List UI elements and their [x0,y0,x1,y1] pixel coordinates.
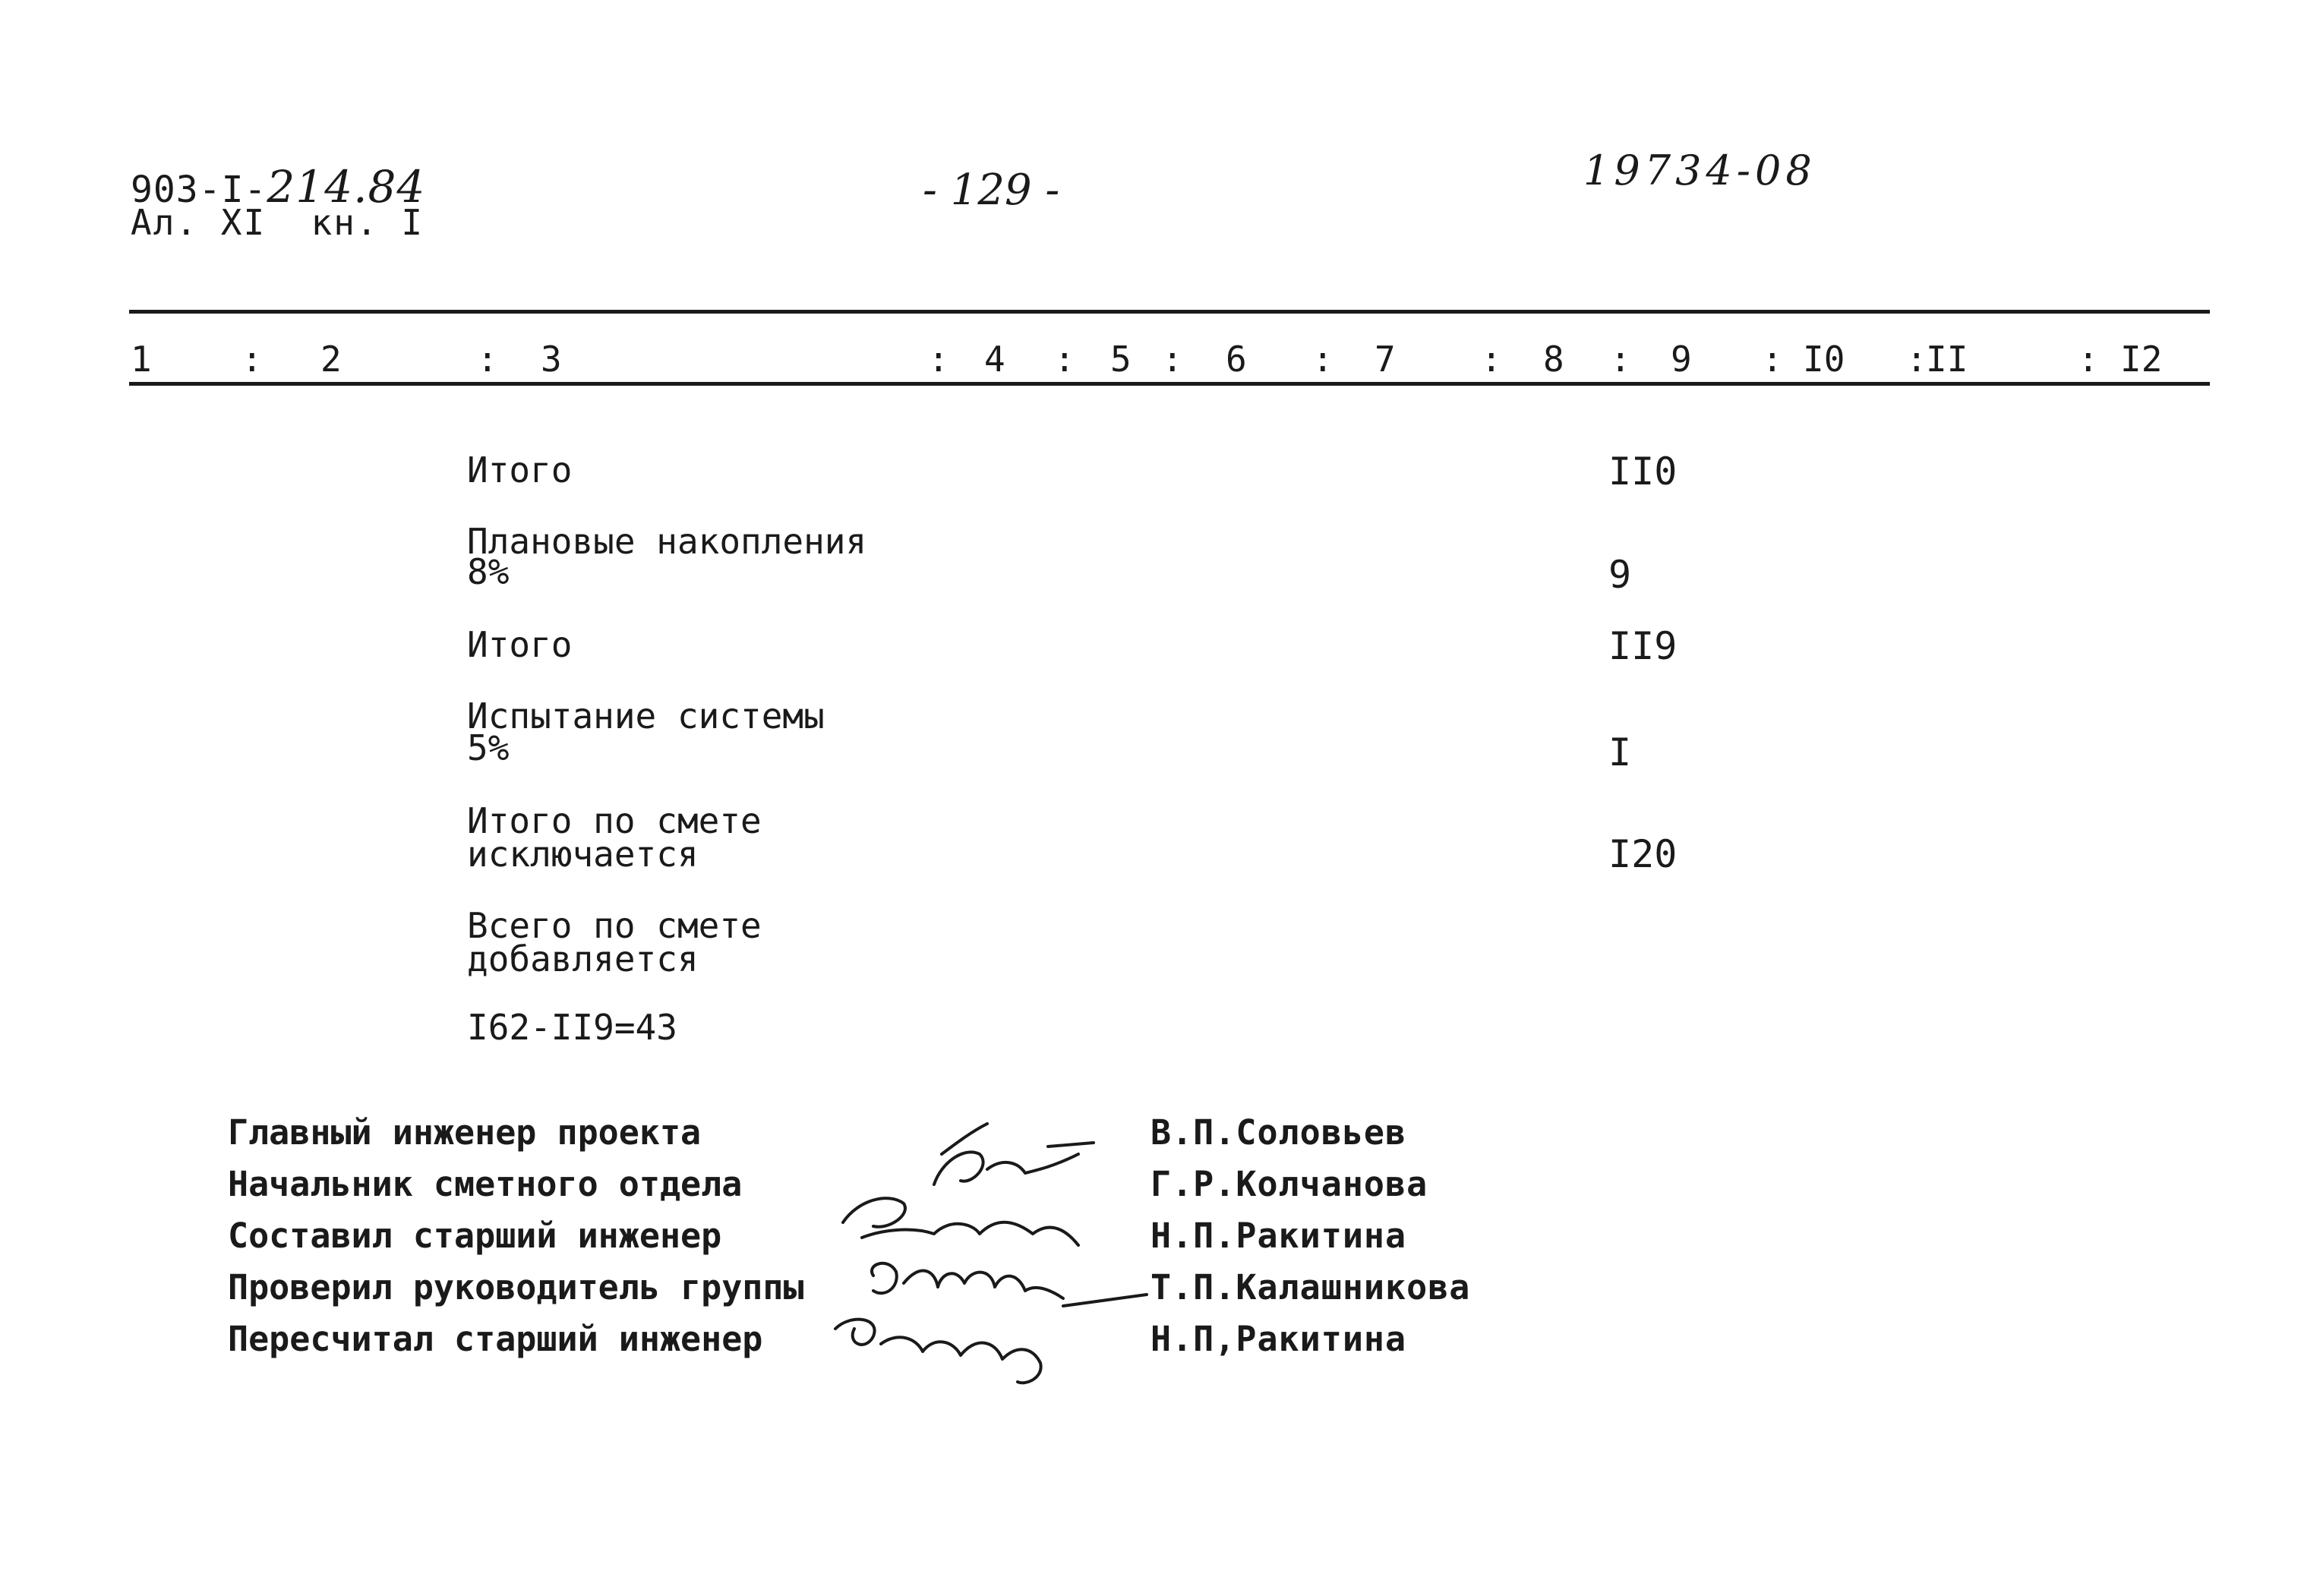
signature-scribble [872,1263,1063,1298]
signature-scribble [1063,1295,1147,1306]
signature-scribble [835,1320,1041,1383]
column-header-12: I2 [2120,339,2163,380]
signature-role: Проверил руководитель группы [228,1267,804,1307]
row-label: Всего по смете [467,905,762,946]
column-separator: : [1054,339,1075,380]
signature-role: Составил старший инженер [228,1216,722,1256]
column-header-6: 6 [1226,339,1247,380]
signature-role: Пересчитал старший инженер [228,1319,763,1359]
row-value: I [1608,730,1632,774]
project-code-printed: 903-I- [131,169,267,211]
signature-role: Главный инженер проекта [228,1112,702,1153]
signature-scribble [843,1198,1078,1245]
column-header-8: 8 [1543,339,1564,380]
signature-scribble [934,1124,1094,1184]
row-label: Итого [467,449,573,490]
row-label-percent: 8% [467,551,510,592]
column-header-10: I0 [1803,339,1845,380]
album-reference: Ал. XI кн. I [131,202,425,243]
row-label: Испытание системы [467,695,825,736]
column-separator: : [1906,339,1927,380]
project-code-handwritten: 214.84 [267,161,426,213]
page-number: - 129 - [923,166,1060,215]
signature-role: Начальник сметного отдела [228,1164,743,1204]
column-header-2: 2 [320,339,342,380]
row-label: Плановые накопления [467,521,867,562]
signature-name: Г.Р.Колчанова [1150,1164,1428,1204]
column-header-7: 7 [1375,339,1396,380]
column-header-11: II [1926,339,1968,380]
row-label: исключается [467,834,699,875]
column-header-3: 3 [541,339,562,380]
column-separator: : [1762,339,1783,380]
row-value: I20 [1608,832,1678,876]
row-label: Итого [467,624,573,665]
row-calculation: I62-II9=43 [467,1007,677,1048]
column-separator: : [477,339,498,380]
column-separator: : [2078,339,2099,380]
column-separator: : [1481,339,1502,380]
row-label-percent: 5% [467,727,510,768]
column-header-1: 1 [131,339,152,380]
signature-name: Н.П,Ракитина [1150,1319,1407,1359]
row-label: Итого по смете [467,800,762,841]
column-separator: : [928,339,949,380]
row-label: добавляется [467,938,699,979]
column-separator: : [1610,339,1631,380]
row-value: II9 [1608,624,1678,668]
row-value: 9 [1608,553,1632,597]
table-header-bottom-rule [129,382,2210,386]
column-header-9: 9 [1671,339,1692,380]
handwritten-signatures [790,1101,1169,1420]
signature-name: Т.П.Калашникова [1150,1267,1471,1307]
column-header-4: 4 [984,339,1005,380]
table-top-rule [129,310,2210,314]
document-number: 19734-08 [1583,147,1816,194]
column-separator: : [241,339,263,380]
row-value: II0 [1608,449,1678,494]
signature-name: В.П.Соловьев [1150,1112,1407,1153]
column-separator: : [1312,339,1334,380]
signature-name: Н.П.Ракитина [1150,1216,1407,1256]
column-header-5: 5 [1110,339,1132,380]
column-separator: : [1162,339,1183,380]
